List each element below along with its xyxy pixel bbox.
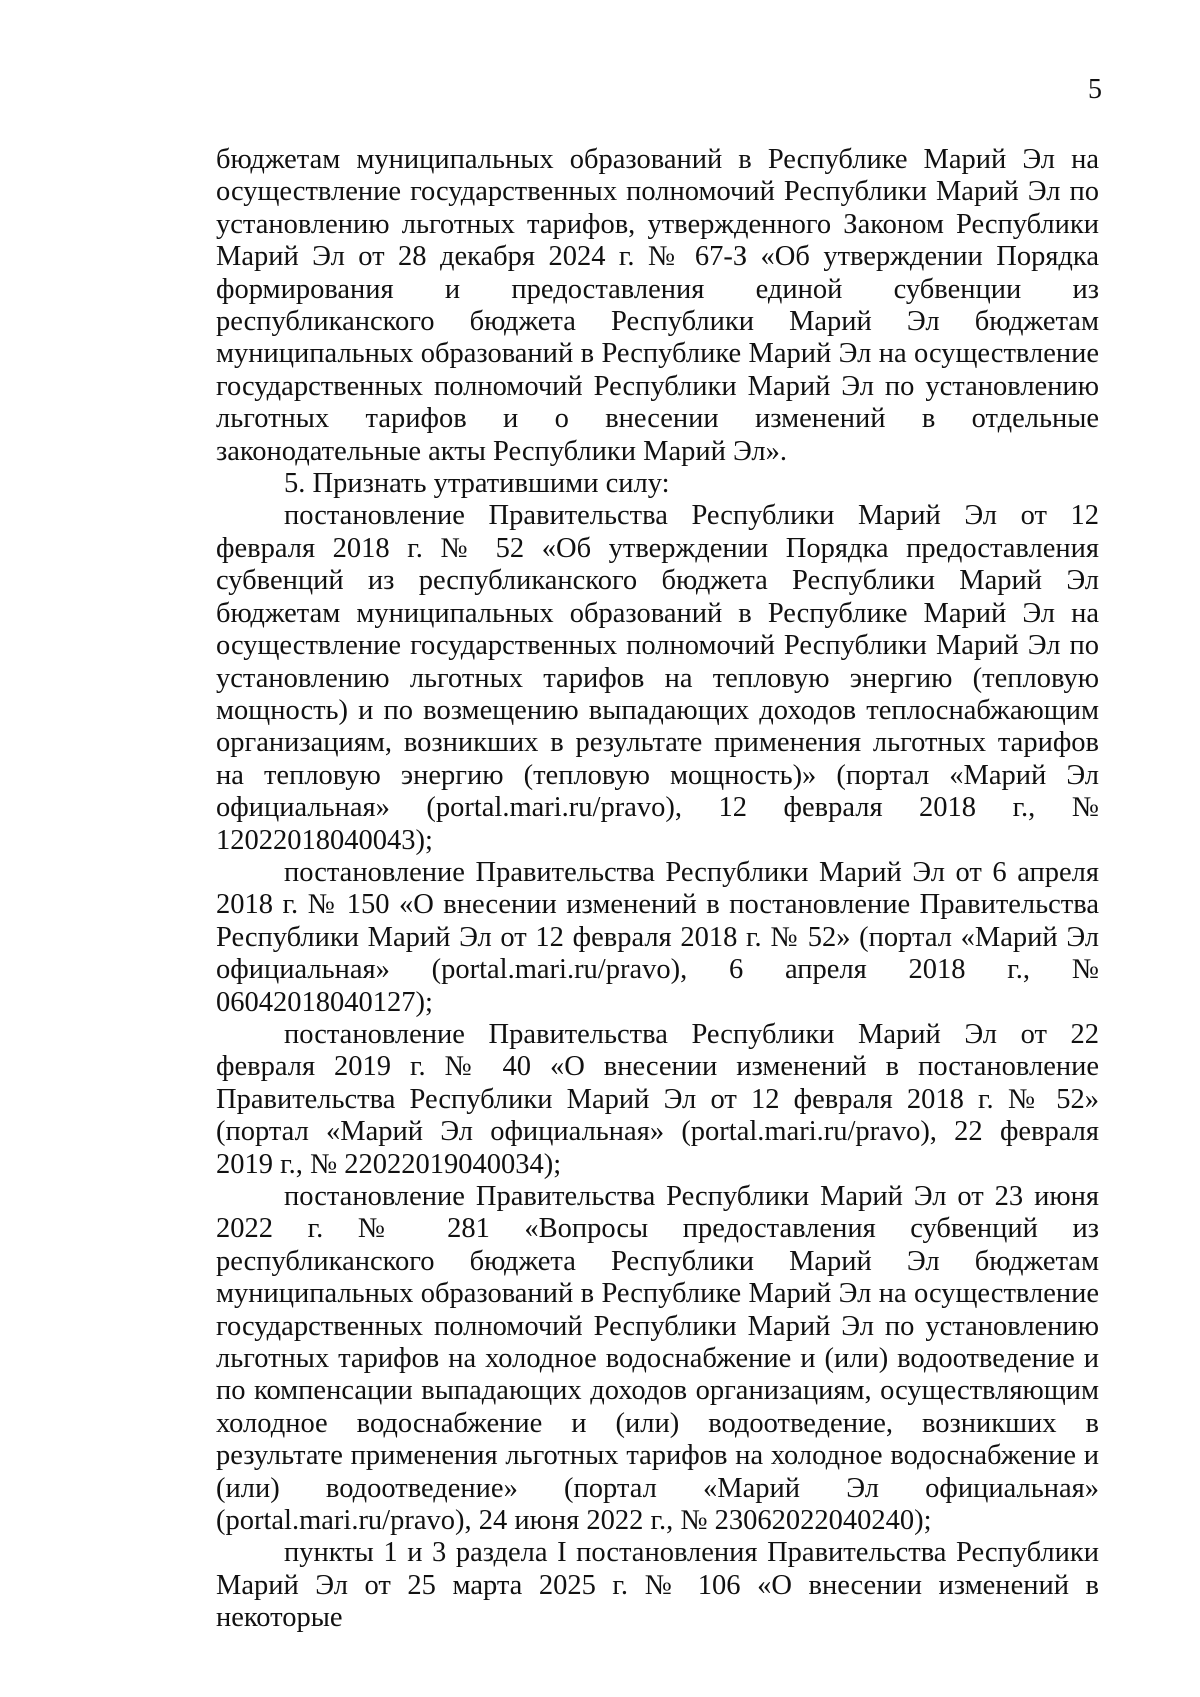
paragraph-item-5: 5. Признать утратившими силу: bbox=[284, 468, 670, 500]
paragraph-continuation: бюджетам муниципальных образований в Республике Марий Эл на осуществление государственных полномочий Республики Марий Эл по установлению льготных тарифов, утвержденного Законом Республики Марий Эл от 28 декабря 2024 г. № 67-З «Об утверждении Порядка формирования и предоставления единой субвенции из республиканского бюджета Республики Марий Эл бюджетам муниципальных образований в Республике Марий Эл на осуществление государственных полномочий Республики Марий Эл по установлению льготных тарифов и о внесении изменений в отдельные законодательные акты Республики Марий Эл». bbox=[216, 144, 1099, 467]
page-number: 5 bbox=[1088, 74, 1102, 105]
paragraph-decree-150: постановление Правительства Республики Марий Эл от 6 апреля 2018 г. № 150 «О внесении изменений в постановление Правительства Республики Марий Эл от 12 февраля 2018 г. № 52» (портал «Марий Эл официальная» (portal.mari.ru/pravo), 6 апреля 2018 г., № 06042018040127); bbox=[216, 856, 1099, 1018]
document-body bbox=[216, 144, 1099, 1635]
paragraph-decree-106: пункты 1 и 3 раздела I постановления Правительства Республики Марий Эл от 25 марта 2025 г. № 106 «О внесении изменений в некоторые bbox=[216, 1537, 1099, 1634]
paragraph-decree-40: постановление Правительства Республики Марий Эл от 22 февраля 2019 г. № 40 «О внесении изменений в постановление Правительства Республики Марий Эл от 12 февраля 2018 г. № 52» (портал «Марий Эл официальная» (portal.mari.ru/pravo), 22 февраля 2019 г., № 22022019040034); bbox=[216, 1018, 1099, 1180]
paragraph-decree-281: постановление Правительства Республики Марий Эл от 23 июня 2022 г. № 281 «Вопросы предоставления субвенций из республиканского бюджета Республики Марий Эл бюджетам муниципальных образований в Республике Марий Эл на осуществление государственных полномочий Республики Марий Эл по установлению льготных тарифов на холодное водоснабжение и (или) водоотведение и по компенсации выпадающих доходов организациям, осуществляющим холодное водоснабжение и (или) водоотведение, возникших в результате применения льготных тарифов на холодное водоснабжение и (или) водоотведение» (портал «Марий Эл официальная» (portal.mari.ru/pravo), 24 июня 2022 г., № 23062022040240); bbox=[216, 1181, 1099, 1537]
paragraph-decree-52: постановление Правительства Республики Марий Эл от 12 февраля 2018 г. № 52 «Об утверждении Порядка предоставления субвенций из республиканского бюджета Республики Марий Эл бюджетам муниципальных образований в Республике Марий Эл на осуществление государственных полномочий Республики Марий Эл по установлению льготных тарифов на тепловую энергию (тепловую мощность) и по возмещению выпадающих доходов теплоснабжающим организациям, возникших в результате применения льготных тарифов на тепловую энергию (тепловую мощность)» (портал «Марий Эл официальная» (portal.mari.ru/pravo), 12 февраля 2018 г., № 12022018040043); bbox=[216, 500, 1099, 856]
